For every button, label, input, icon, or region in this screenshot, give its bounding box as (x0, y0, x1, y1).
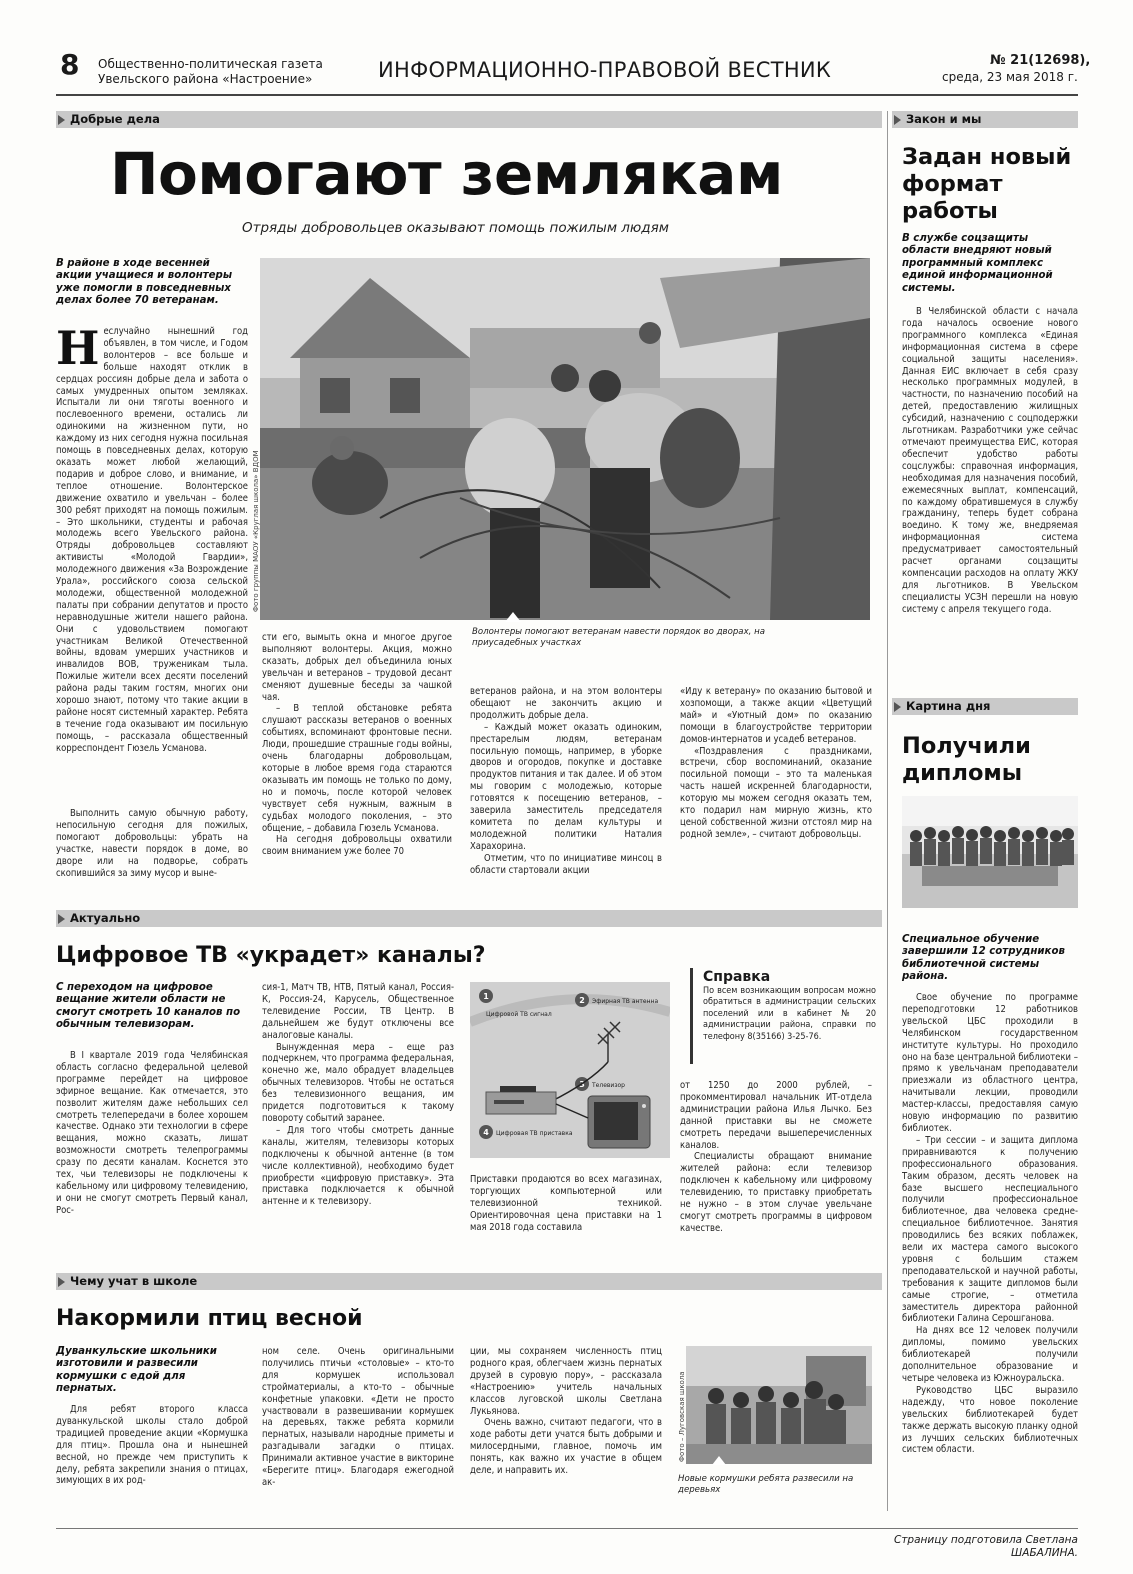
rubric-school: Чему учат в школе (56, 1273, 882, 1290)
main-photo-drawing (260, 258, 870, 620)
diagram-num-2: 2 (579, 996, 585, 1005)
main-col4-text: «Иду к ветерану» по оказанию бытовой и хозпомощи, а также акции «Цветущий май» и «Уютный дом» по оказанию помощи в благоустройстве территории домов-интернатов и усадеб ветеранов. (680, 686, 872, 745)
right-bottom-headline: Получили дипломы (902, 733, 1031, 786)
school-photo-credit: Фото – Луговская школа (678, 1371, 686, 1462)
main-col1b-text: Выполнить самую обычную работу, непосильную сегодня для пожилых, помогают добровольцы: убрать на участке, навести порядок в доме, во дворе или на подворье, собрать скопившийся за зиму мусор и выне- (56, 808, 248, 879)
tv-col3-text: Приставки продаются во всех магазинах, торгующих компьютерной или телевизионной техникой. Ориентировочная цена приставки на 1 мая 2018 года составила (470, 1174, 662, 1233)
tv-diagram-drawing (470, 982, 670, 1158)
school-photo-bird-feeders (686, 1346, 872, 1464)
masthead-rule (56, 94, 1078, 96)
paper-name-line2: Увельского района «Настроение» (98, 72, 313, 86)
main-col2-text: сти его, вымыть окна и многое другое выполняют волонтеры. Акция, можно сказать, добрых дел объединила юных увельчан и ветеранов – трудовой десант сменяют душевные беседы за чашкой чая. (262, 632, 452, 703)
main-col2 (262, 632, 452, 882)
main-headline: Помогают землякам (110, 140, 783, 208)
tv-lead: С переходом на цифровое вещание жители области не смогут смотреть 10 каналов по обычным телевизорам. (56, 982, 241, 1031)
main-lead: В районе в ходе весенней акции учащиеся и волонтеры уже помогли в повседневных делах более 70 ветеранам. (56, 258, 233, 307)
school-col3b-text: Очень важно, считают педагоги, что в ходе работы дети учатся быть добрыми и милосердными, главное, помочь им понять, как важно их участие в общем деле, и направить их. (470, 1417, 662, 1477)
tv-col1 (56, 1050, 248, 1250)
tv-col1-text: В I квартале 2019 года Челябинская область согласно федеральной целевой программе перейдет на цифровое эфирное вещание. Как отмечается, это позволит жителям даже небольших сел смотреть телепередачи в более хорошем качестве. Однако эти технологии в сфере вещания, можно сказать, лишат возможности смотреть телепрограммы сразу по десяти каналам. Коснется это тех, чьи телевизоры не подключены к кабельному или цифровому телевидению, и они не смогут смотреть Первый канал, Рос- (56, 1050, 248, 1216)
diagram-num-3: 3 (579, 1080, 585, 1089)
school-photo-drawing (686, 1346, 872, 1464)
tv-col2-text: сия-1, Матч ТВ, НТВ, Пятый канал, Россия-К, Россия-24, Карусель, Общественное телевидение России, ТВ Центр. В дальнейшем же будут отключены все аналоговые каналы. (262, 982, 454, 1041)
rubric-picture-of-day: Картина дня (892, 698, 1078, 715)
school-headline: Накормили птиц весной (56, 1306, 363, 1331)
main-col1b (56, 808, 248, 888)
issue-number: № 21(12698), (990, 53, 1091, 68)
school-col3 (470, 1346, 662, 1510)
tv-col3 (470, 1174, 662, 1254)
page-number: 8 (60, 48, 80, 81)
right-top-body (902, 306, 1078, 672)
right-top-headline: Задан новый формат работы (902, 144, 1072, 224)
info-box-text: По всем возникающим вопросам можно обратиться в администрации сельских поселений или в кабинет № 20 администрации района, справки по телефону 8(35166) 3-25-76. (703, 986, 876, 1042)
digital-tv-diagram (470, 982, 670, 1158)
school-photo-caption: Новые кормушки ребята развесили на деревьях (678, 1474, 854, 1495)
right-bottom-lead: Специальное обучение завершили 12 сотрудников библиотечной системы района. (902, 934, 1065, 983)
diagram-label-signal: Цифровой ТВ сигнал (486, 1011, 552, 1018)
rubric-actual: Актуально (56, 910, 882, 927)
tv-col2b-text: Вынужденная мера – еще раз подчеркнем, что программа федеральная, конечно же, мало обрадует владельцев обычных телевизоров. Чтобы не остаться без телевизионного вещания, им придется подготовиться к такому повороту событий заранее. (262, 1041, 454, 1124)
rubric-law: Закон и мы (892, 111, 1078, 128)
main-col3-text: ветеранов района, и на этом волонтеры обещают не закончить акцию и продолжить добрые дела. (470, 686, 662, 721)
school-lead: Дуванкульские школьники изготовили и развесили кормушки с едой для пернатых. (56, 1346, 217, 1395)
main-col1-text: еслучайно нынешний год объявлен, в том числе, и Годом волонтеров – все больше и больше находят отклик в сердцах россиян добрые дела и забота о самых умудренных опытом земляках. Испытали ли они тяготы военного и послевоенного времени, остались ли одинокими на жизненном пути, но каждому из них сегодня нужна посильная помощь в повседневных делах, которую оказать может любой желающий, подарив и доброе слово, и внимание, и теплое отношение. Волонтерское движение охватило и увельчан – более 300 ребят приходят на помощь пожилым. – Это школьники, студенты и рабочая молодежь всего Увельского района. Отряды добровольцев составляют активисты «Молодой Гвардии», молодежного движения «За Возрождение Урала», российского союза сельской молодежи, общественной молодежной палаты при собрании депутатов и просто неравнодушные жители нашего района. Они с удовольствием помогают участникам Великой Отечественной войны, вдовам умерших участников и инвалидов ВОВ, труженикам тыла. Пожилые жители всех десяти поселений района рады таким гостям, многих они хорошо знают, потому что такие акции в районе носят системный характер. Ребята в течение года оказывают им посильную помощь, – рассказала общественный корреспондент Гюзель Усманова. (56, 326, 248, 754)
info-box (690, 968, 876, 1064)
diploma-photo-drawing (902, 796, 1078, 908)
tv-col2 (262, 982, 454, 1250)
main-subtitle: Отряды добровольцев оказывают помощь пожилым людям (242, 220, 669, 236)
info-box-title: Справка (703, 969, 771, 985)
footer-rule (56, 1528, 1078, 1529)
main-photo-volunteers (260, 258, 870, 620)
main-col2b-text: – В теплой обстановке ребята слушают рассказы ветеранов о военных событиях, вспоминают фронтовые песни. Люди, прошедшие страшные годы войны, очень благодарны добровольцам, которые в любое время года стараются оказывать им помощь не только по дому, но и помочь, после которой человек чувствует себя нужным, важным в судьбах молодого поколения, – это общение, – добавила Гюзель Усманова. (262, 703, 452, 834)
main-photo-credit: Фото группы МАОУ «Круглая школа» ВДОМ (252, 450, 260, 612)
right-bottom-body (902, 992, 1078, 1510)
diagram-label-settop: Цифровая ТВ приставка (496, 1130, 573, 1137)
right-bottom-body3: На днях все 12 человек получили дипломы, помимо увельских библиотекарей получили дополнительное образование и четыре человека из Южноуральска. (902, 1325, 1078, 1384)
diploma-group-photo (902, 796, 1078, 908)
main-col3c-text: Отметим, что по инициативе минсоц в области стартовали акции (470, 852, 662, 876)
right-bottom-body1: Свое обучение по программе переподготовки 12 работников увельской ЦБС проходили в Челябинском государственном институте культуры. Но проходило оно на базе центральной библиотеки – прямо к увельчанам преподаватели приезжали из областного центра, начитывали лекции, проводили мастер-классы, предоставляя самую новую информацию по развитию библиотек. (902, 992, 1078, 1134)
issue-date: среда, 23 мая 2018 г. (942, 70, 1078, 84)
rubric-good-deeds: Добрые дела (56, 111, 882, 128)
right-top-body-text: В Челябинской области с начала года началось освоение нового программного комплекса «Единая информационная система в сфере социальной защиты населения». Данная ЕИС включает в себя сразу несколько программных модулей, в частности, по назначению пособий на детей, предоставлению жилищных субсидий, назначению с соцподержки льготникам. Разработчики уже сейчас отмечают преимущества ЕИС, которая обеспечит удобство работы соцслужбы: справочная информация, необходимая для назначения пособий, ежемесячных выплат, компенсаций, по каждому обратившемуся в службу гражданину, теперь будет собрана воедино. К тому же, внедряемая информационная система предусматривает самостоятельный расчет органами соцзащиты компенсации расходов на оплату ЖКУ для льготников. В Увельском специалисты УСЗН перешли на новую систему с апреля текущего года. (902, 306, 1078, 615)
tv-col4 (680, 1080, 872, 1250)
main-photo-caption: Волонтеры помогают ветеранам навести порядок во дворах, на приусадебных участках (472, 627, 766, 648)
column-divider-right (887, 111, 888, 1511)
main-col4b-text: «Поздравления с праздниками, встречи, сбор воспоминаний, оказание посильной помощи – это та маленькая часть нашей искренней благодарности, которую мы можем сегодня оказать тем, кто подарил нам мирную жизнь, кто ценой собственной жизни отстоял мир на родной земле», – считают добровольцы. (680, 745, 872, 840)
diagram-num-1: 1 (483, 992, 489, 1001)
school-col1 (56, 1404, 248, 1510)
diagram-label-tv: Телевизор (592, 1082, 625, 1089)
school-col3-text: ции, мы сохраняем численность птиц родного края, облегчаем жизнь пернатых друзей в суровую пору», – рассказала «Настроению» учитель начальных классов луговской школы Светлана Лукьянова. (470, 1346, 662, 1417)
diagram-label-antenna: Эфирная ТВ антенна (592, 998, 659, 1005)
school-col1-text: Для ребят второго класса дуванкульской школы стало доброй традицией проведение акции «Кормушка для птиц». Прошла она и нынешней весной, но прежде чем приступить к делу, ребята закрепили знания о птицах, зимующих в их род- (56, 1404, 248, 1487)
main-col4 (680, 686, 872, 882)
section-title: ИНФОРМАЦИОННО-ПРАВОВОЙ ВЕСТНИК (378, 58, 832, 82)
dropcap: Н (56, 326, 100, 375)
caption-marker-icon (505, 612, 521, 622)
right-bottom-body2: – Три сессии – и защита диплома приравниваются к получению профессионального образования. Таким образом, десять человек на базе высшего неспециального получили профессиональное библиотечное, два человека средне-специальное библиотечное. Занятия проводились без всяких поблажек, вели их мастера самого высокого уровня с большим стажем преподавательской и научной работы, требования к защите дипломов были самые строгие, – отметила заместитель директора районной библиотеки Галина Серошганова. (902, 1134, 1078, 1325)
tv-headline: Цифровое ТВ «украдет» каналы? (56, 943, 486, 968)
right-top-lead: В службе соцзащиты области внедряют новый программный комплекс единой информационной системы. (902, 233, 1053, 294)
television-icon (588, 1096, 650, 1148)
main-col2c-text: На сегодня добровольцы охватили своим вниманием уже более 70 (262, 834, 452, 858)
paper-name-line1: Общественно-политическая газета (98, 57, 323, 71)
tv-col4-text: от 1250 до 2000 рублей, – прокомментировал начальник ИТ-отдела администрации района Илья Лычко. Без данной приставки вы не сможете смотреть передачи вышеперечисленных каналов. (680, 1080, 872, 1151)
tv-col4b-text: Специалисты обращают внимание жителей района: если телевизор подключен к кабельному или цифровому телевидению, то приставку приобретать не нужно – в этом случае увельчане смогут смотреть программы в цифровом качестве. (680, 1151, 872, 1234)
school-caption-marker-icon (712, 1456, 726, 1465)
main-col1 (56, 326, 248, 796)
main-col3 (470, 686, 662, 882)
footer-credit: Страницу подготовила Светлана ШАБАЛИНА. (893, 1534, 1078, 1559)
school-col2-text: ном селе. Очень оригинальными получились птичьи «столовые» – кто-то для кормушек использовал стройматериалы, а кто-то – обычные конфетные упаковки. «Дети не просто участвовали в развешивании кормушек на деревьях, также ребята кормили пернатых, называли народные приметы и разгадывали загадки о птицах. Принимали активное участие в викторине «Берегите птиц». Благодаря ежегодной ак- (262, 1346, 454, 1488)
right-bottom-body4: Руководство ЦБС выразило надежду, что новое поколение увельских библиотекарей будет также держать высокую планку одной из лучших сельских библиотечных систем области. (902, 1384, 1078, 1456)
diagram-num-4: 4 (483, 1128, 489, 1137)
main-col3b-text: – Каждый может оказать одиноким, престарелым людям, ветеранам посильную помощь, например, в уборке дворов и огородов, покупке и доставке продуктов питания и так далее. И об этом мы говорим с молодежью, которые готовятся к посещению ветеранов, – заверила заместитель председателя комитета по делам культуры и молодежной политики Наталия Харахорина. (470, 721, 662, 852)
tv-col2c-text: – Для того чтобы смотреть данные каналы, жителям, телевизоры которых подключены к обычной антенне (в том числе коллективной), необходимо будет приобрести «цифровую приставку». Эта приставка подключается к обычной антенне и к телевизору. (262, 1124, 454, 1208)
school-col2 (262, 1346, 454, 1510)
